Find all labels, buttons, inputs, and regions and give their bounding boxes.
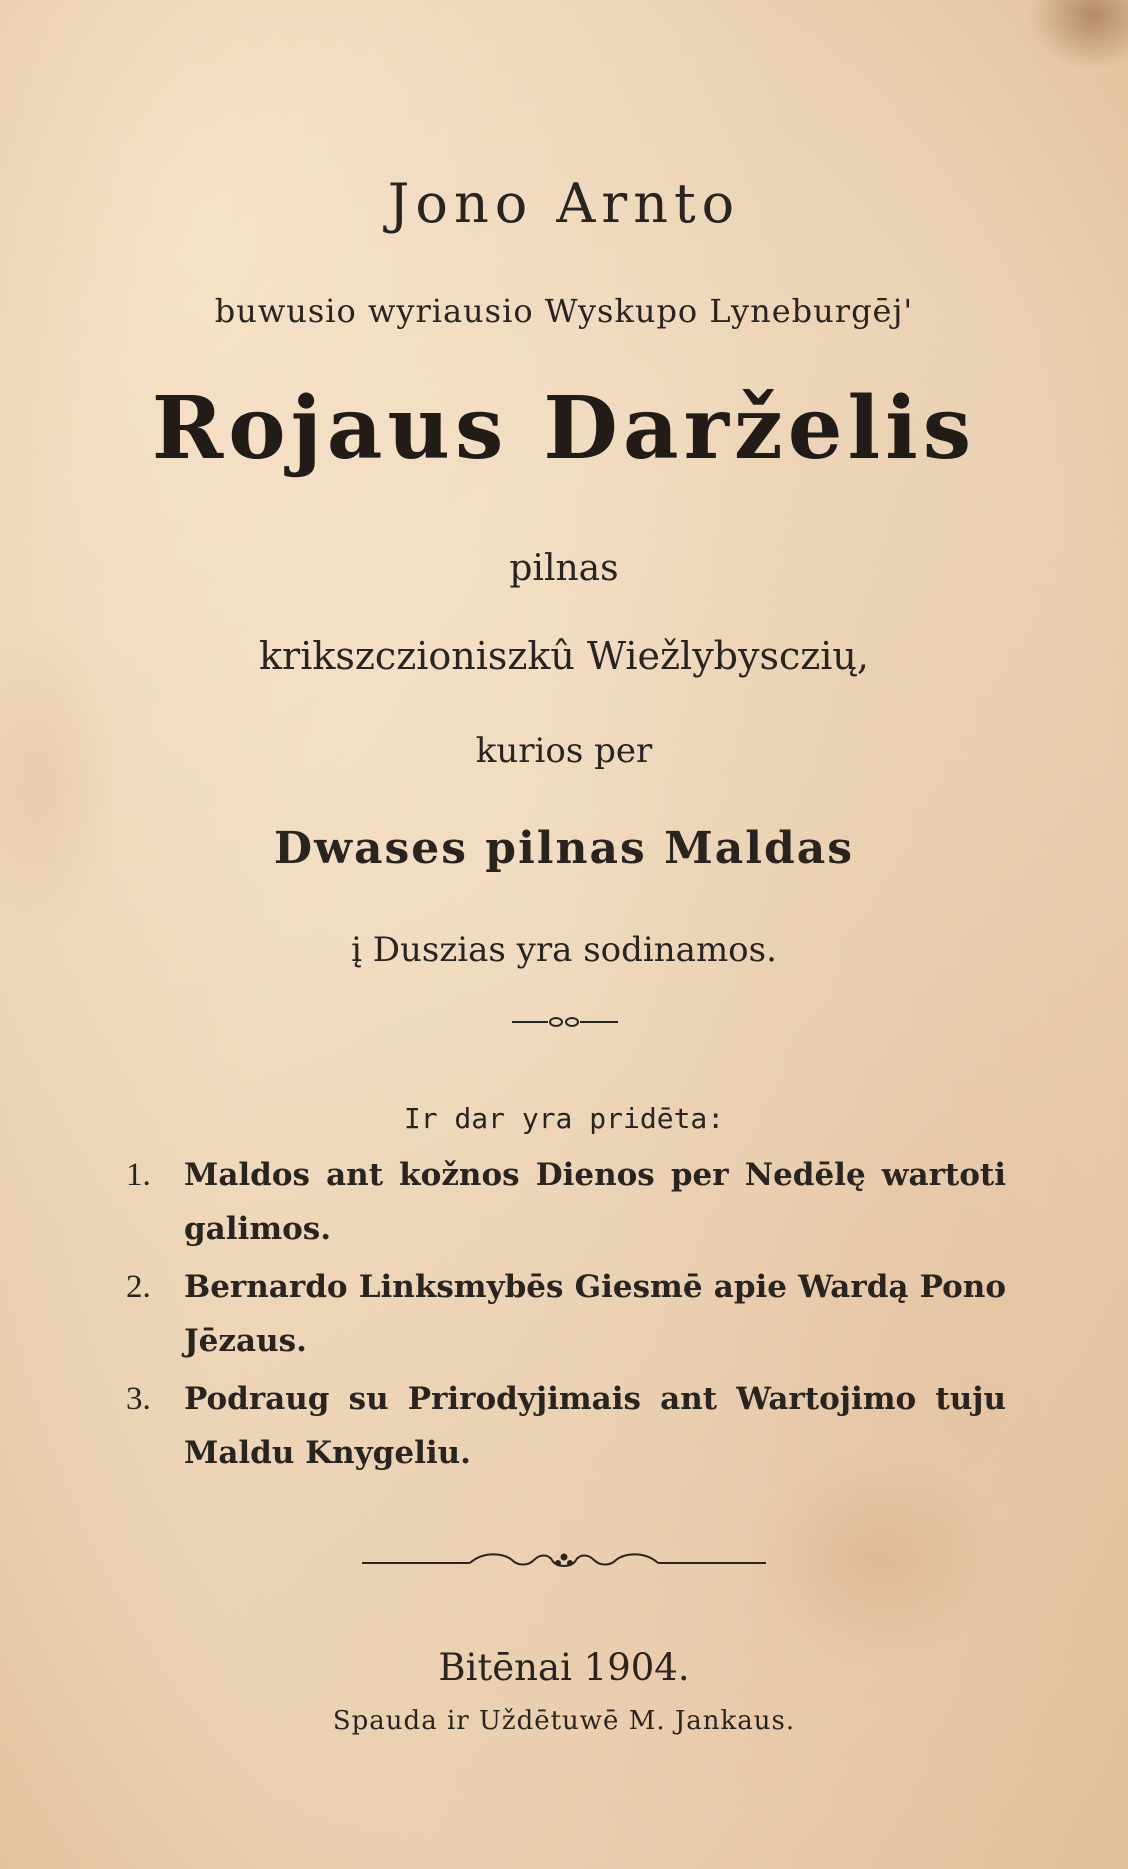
list-item-number: 1. <box>126 1157 151 1193</box>
title-line-pilnas: pilnas <box>509 548 619 589</box>
list-item-text: Maldos ant kožnos Dienos per Nedēlę wartoti galimos. <box>184 1157 1006 1247</box>
added-heading: Ir dar yra pridēta: <box>403 1102 725 1135</box>
title-line-souls: į Duszias yra sodinamos. <box>351 930 777 970</box>
list-item-number: 2. <box>126 1269 151 1305</box>
title-line-kurios: kurios per <box>475 731 653 771</box>
small-divider-ornament <box>510 1012 620 1032</box>
title-line-prayers: Dwases pilnas Maldas <box>273 823 855 874</box>
list-item <box>126 1260 1006 1368</box>
place-and-year: Bitēnai 1904. <box>438 1646 690 1689</box>
list-item-text: Bernardo Linksmybēs Giesmē apie Wardą Pono Jēzaus. <box>184 1269 1006 1359</box>
list-item-text: Podraug su Prirodyjimais ant Wartojimo tuju Maldu Knygeliu. <box>184 1381 1006 1471</box>
large-divider-ornament <box>362 1548 766 1578</box>
list-item-number: 3. <box>126 1381 151 1417</box>
contents-list <box>126 1148 1006 1484</box>
book-title: Rojaus Darželis <box>151 378 977 479</box>
title-line-virtues: krikszczioniszkû Wiežlybysczių, <box>259 634 869 678</box>
author-name: Jono Arnto <box>387 172 741 235</box>
printer-imprint: Spauda ir Uždētuwē M. Jankaus. <box>332 1706 796 1736</box>
list-item <box>126 1372 1006 1480</box>
author-subtitle: buwusio wyriausio Wyskupo Lyneburgēj' <box>214 292 914 330</box>
list-item <box>126 1148 1006 1256</box>
paper-stain <box>1028 0 1128 70</box>
